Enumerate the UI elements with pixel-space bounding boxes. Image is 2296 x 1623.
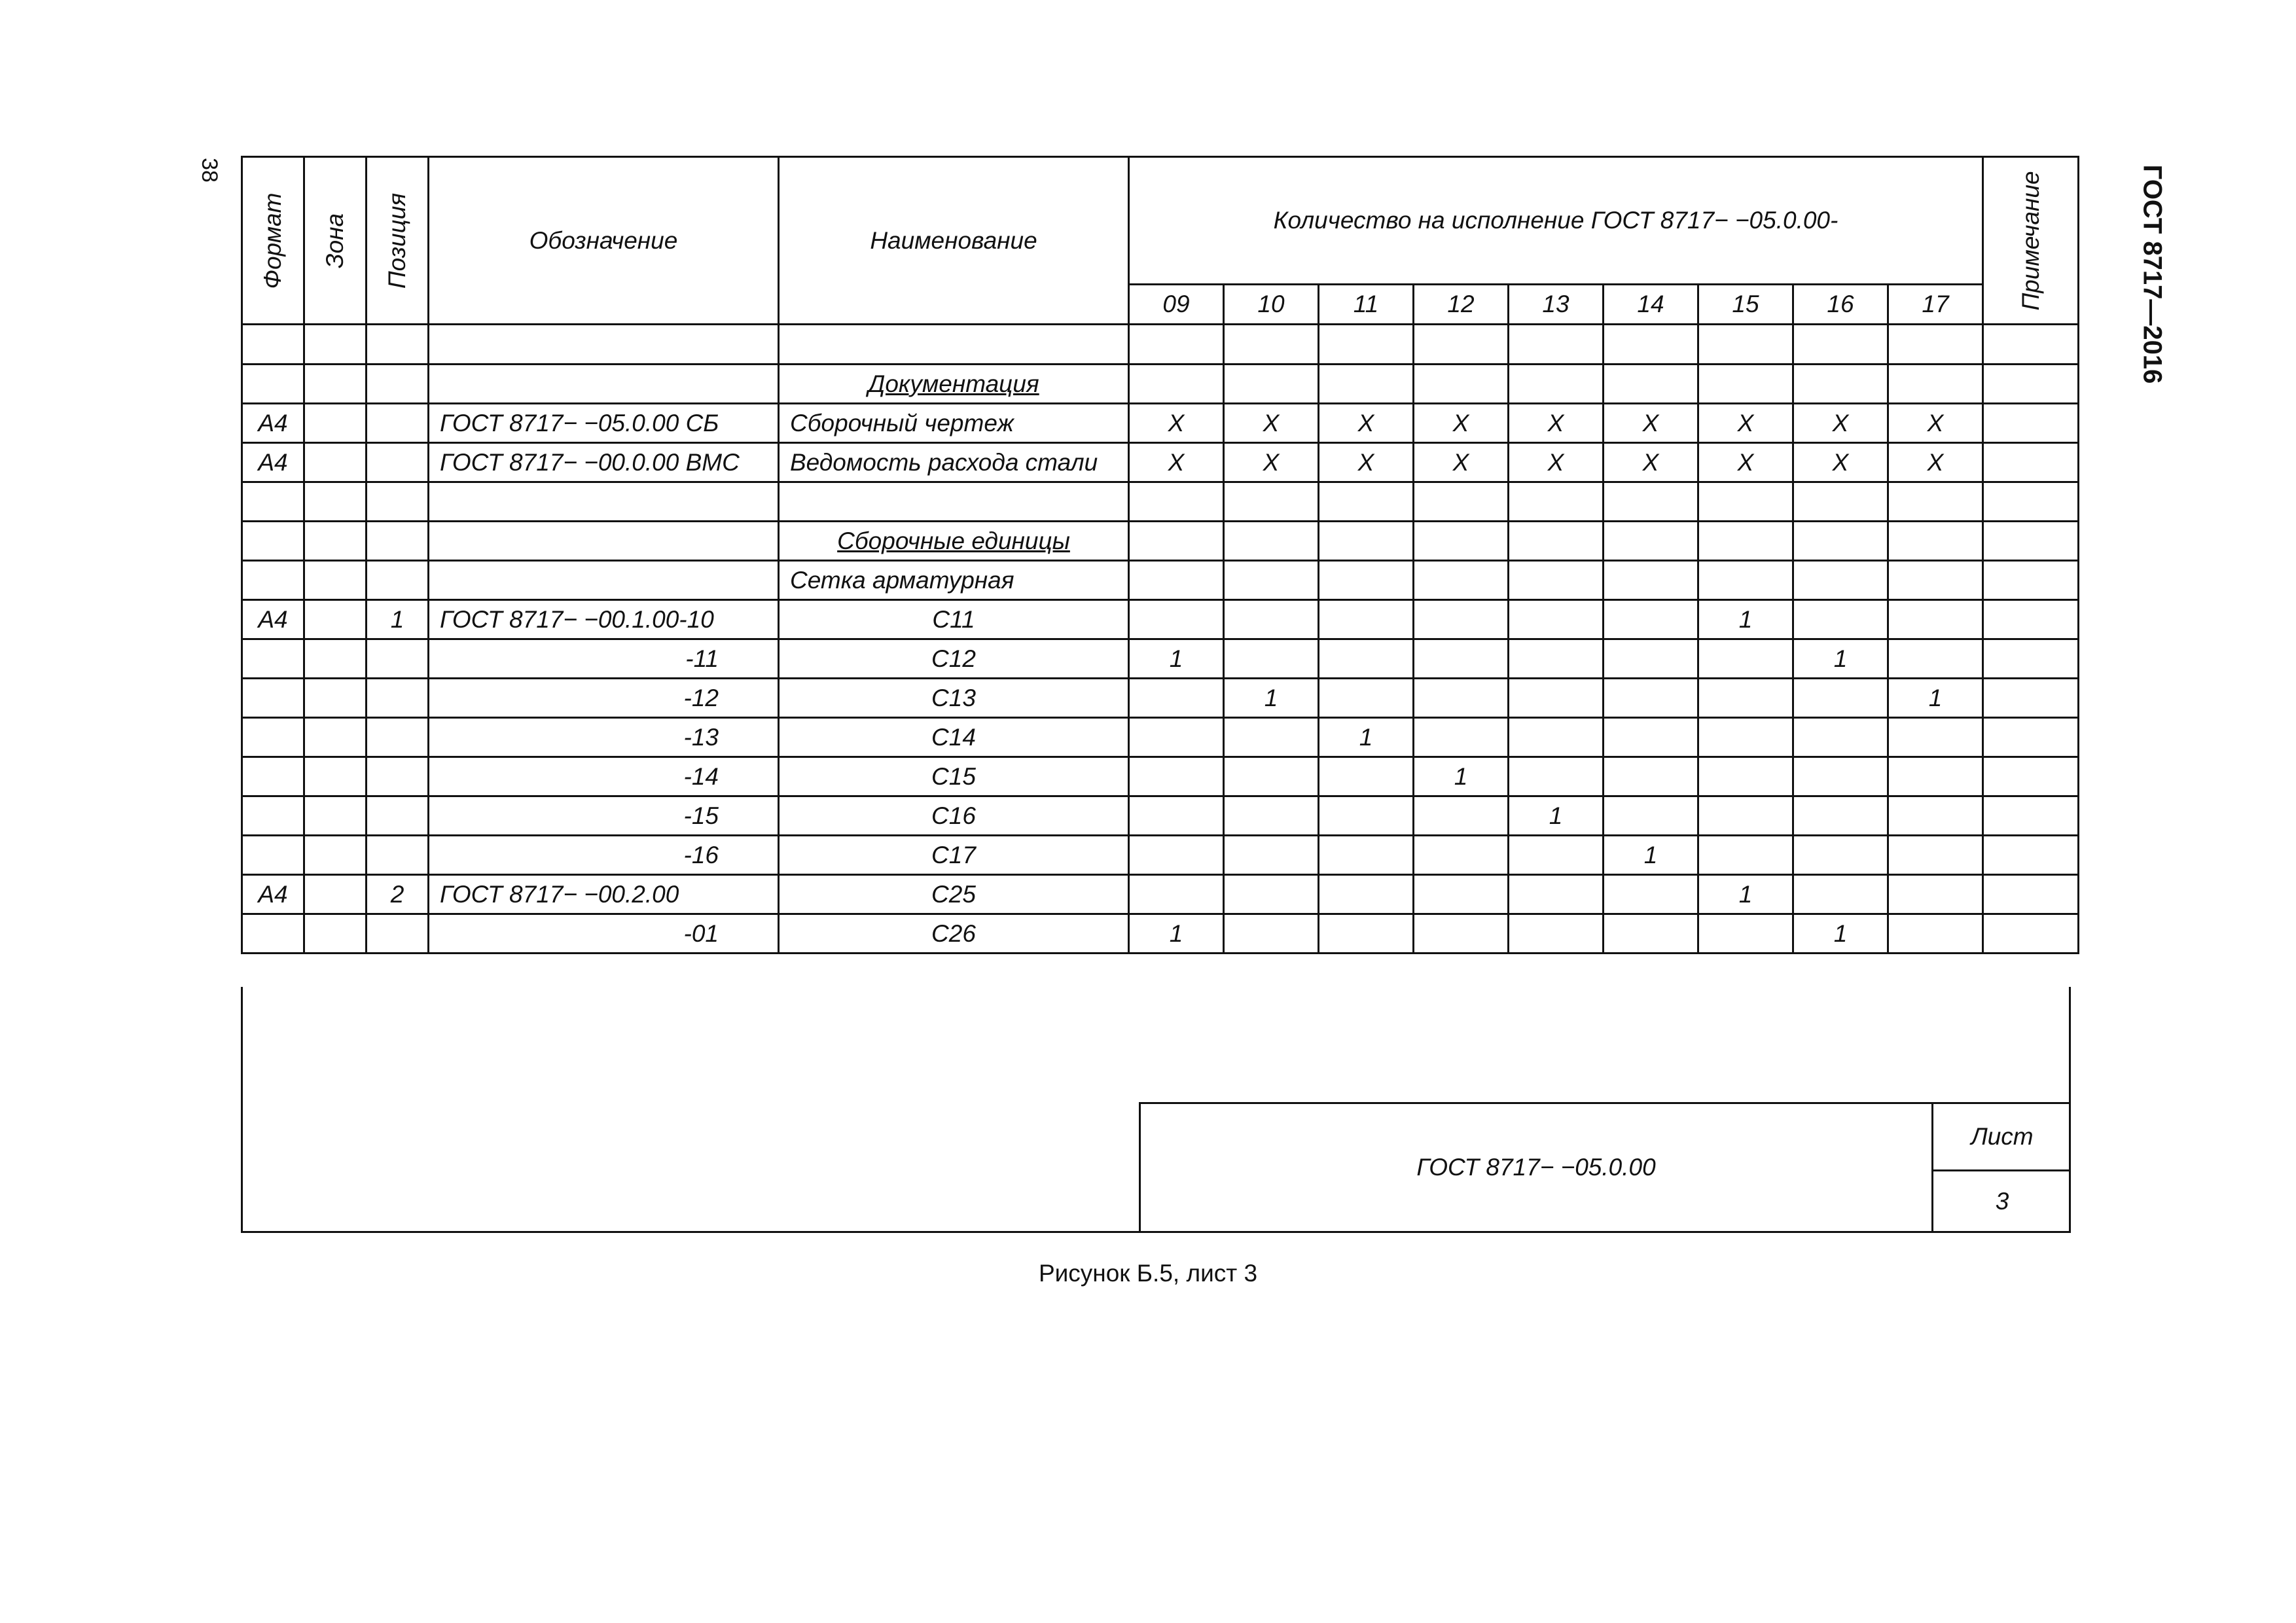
cell-quantity — [1698, 757, 1793, 796]
cell-quantity — [1129, 561, 1224, 600]
sheet-box — [1931, 1104, 2071, 1231]
cell-zone — [304, 600, 367, 639]
cell-quantity: X — [1604, 443, 1698, 482]
cell-quantity — [1604, 718, 1698, 757]
cell-position — [367, 679, 429, 718]
cell-quantity: X — [1129, 443, 1224, 482]
cell-quantity — [1604, 325, 1698, 365]
cell-quantity — [1224, 914, 1319, 954]
cell-name: Сетка арматурная — [779, 561, 1129, 600]
cell-quantity — [1698, 522, 1793, 561]
cell-quantity — [1604, 875, 1698, 914]
cell-designation — [429, 365, 779, 404]
table-header — [242, 157, 2079, 325]
cell-quantity: X — [1793, 404, 1888, 443]
cell-quantity: X — [1509, 404, 1604, 443]
header-quantity: Количество на исполнение ГОСТ 8717− −05.0.00- — [1129, 157, 1983, 285]
cell-quantity — [1888, 561, 1983, 600]
cell-quantity — [1129, 365, 1224, 404]
cell-quantity — [1888, 639, 1983, 679]
table-body — [242, 325, 2079, 954]
cell-format — [242, 561, 304, 600]
header-variant: 11 — [1319, 285, 1414, 325]
header-position: Позиция — [367, 157, 429, 325]
cell-quantity — [1224, 639, 1319, 679]
header-variant: 15 — [1698, 285, 1793, 325]
cell-quantity — [1509, 522, 1604, 561]
cell-designation: -11 — [429, 639, 779, 679]
cell-quantity: 1 — [1698, 600, 1793, 639]
cell-quantity: X — [1224, 443, 1319, 482]
cell-format — [242, 365, 304, 404]
cell-quantity — [1698, 914, 1793, 954]
cell-quantity — [1698, 365, 1793, 404]
section-heading: Документация — [779, 365, 1129, 404]
cell-quantity — [1604, 757, 1698, 796]
cell-quantity — [1888, 600, 1983, 639]
cell-note — [1983, 600, 2079, 639]
cell-quantity — [1224, 482, 1319, 522]
cell-quantity — [1793, 718, 1888, 757]
header-variant: 13 — [1509, 285, 1604, 325]
cell-quantity — [1888, 522, 1983, 561]
cell-quantity — [1698, 718, 1793, 757]
cell-quantity: X — [1414, 404, 1509, 443]
cell-quantity: 1 — [1319, 718, 1414, 757]
cell-quantity — [1698, 639, 1793, 679]
cell-note — [1983, 718, 2079, 757]
cell-zone — [304, 875, 367, 914]
cell-note — [1983, 914, 2079, 954]
cell-quantity — [1509, 365, 1604, 404]
cell-quantity — [1604, 796, 1698, 836]
cell-quantity — [1793, 561, 1888, 600]
cell-quantity — [1224, 757, 1319, 796]
cell-zone — [304, 325, 367, 365]
cell-position — [367, 914, 429, 954]
table-row — [242, 325, 2079, 365]
cell-quantity — [1319, 561, 1414, 600]
cell-quantity: 1 — [1224, 679, 1319, 718]
cell-quantity — [1698, 482, 1793, 522]
cell-quantity — [1129, 796, 1224, 836]
cell-quantity — [1319, 796, 1414, 836]
cell-designation: -14 — [429, 757, 779, 796]
cell-quantity: X — [1604, 404, 1698, 443]
cell-zone — [304, 639, 367, 679]
cell-quantity — [1793, 522, 1888, 561]
table-row — [242, 914, 2079, 954]
cell-quantity — [1604, 482, 1698, 522]
cell-quantity — [1414, 639, 1509, 679]
cell-position — [367, 718, 429, 757]
cell-quantity — [1888, 875, 1983, 914]
sheet-label: Лист — [1933, 1104, 2071, 1171]
cell-quantity — [1129, 325, 1224, 365]
table-row — [242, 875, 2079, 914]
cell-zone — [304, 365, 367, 404]
cell-quantity: X — [1793, 443, 1888, 482]
cell-quantity — [1319, 836, 1414, 875]
cell-note — [1983, 561, 2079, 600]
cell-quantity — [1414, 836, 1509, 875]
cell-quantity — [1319, 875, 1414, 914]
cell-quantity: X — [1224, 404, 1319, 443]
cell-position — [367, 482, 429, 522]
header-designation: Обозначение — [429, 157, 779, 325]
cell-quantity: X — [1414, 443, 1509, 482]
cell-zone — [304, 796, 367, 836]
cell-zone — [304, 522, 367, 561]
cell-zone — [304, 404, 367, 443]
cell-designation: ГОСТ 8717− −00.1.00-10 — [429, 600, 779, 639]
title-block-code: ГОСТ 8717− −05.0.00 — [1416, 1154, 1656, 1181]
cell-quantity — [1224, 600, 1319, 639]
cell-format — [242, 522, 304, 561]
header-variant: 16 — [1793, 285, 1888, 325]
cell-note — [1983, 443, 2079, 482]
cell-quantity — [1414, 561, 1509, 600]
cell-position — [367, 796, 429, 836]
table-row — [242, 639, 2079, 679]
cell-quantity — [1793, 325, 1888, 365]
cell-name: С16 — [779, 796, 1129, 836]
cell-quantity — [1888, 914, 1983, 954]
cell-note — [1983, 757, 2079, 796]
cell-quantity — [1888, 482, 1983, 522]
cell-name: Ведомость расхода стали — [779, 443, 1129, 482]
cell-format — [242, 757, 304, 796]
cell-format — [242, 482, 304, 522]
cell-designation: -15 — [429, 796, 779, 836]
cell-quantity — [1604, 365, 1698, 404]
header-variant: 17 — [1888, 285, 1983, 325]
cell-quantity — [1319, 639, 1414, 679]
cell-format — [242, 639, 304, 679]
cell-quantity — [1888, 796, 1983, 836]
table-row — [242, 522, 2079, 561]
cell-quantity — [1793, 365, 1888, 404]
cell-quantity — [1414, 600, 1509, 639]
cell-quantity — [1509, 757, 1604, 796]
cell-quantity: X — [1319, 404, 1414, 443]
cell-note — [1983, 365, 2079, 404]
cell-quantity — [1509, 718, 1604, 757]
cell-zone — [304, 482, 367, 522]
cell-quantity: X — [1509, 443, 1604, 482]
cell-quantity — [1224, 718, 1319, 757]
cell-quantity — [1604, 522, 1698, 561]
cell-note — [1983, 796, 2079, 836]
cell-quantity — [1793, 796, 1888, 836]
cell-note — [1983, 836, 2079, 875]
cell-quantity — [1414, 718, 1509, 757]
cell-position — [367, 325, 429, 365]
cell-quantity — [1224, 365, 1319, 404]
cell-quantity: X — [1129, 404, 1224, 443]
cell-quantity — [1698, 679, 1793, 718]
table-row — [242, 482, 2079, 522]
cell-quantity: 1 — [1793, 914, 1888, 954]
cell-name: С17 — [779, 836, 1129, 875]
cell-name — [779, 482, 1129, 522]
cell-quantity — [1224, 796, 1319, 836]
cell-designation: -01 — [429, 914, 779, 954]
document-side-title — [2134, 153, 2170, 395]
cell-position — [367, 365, 429, 404]
section-heading: Сборочные единицы — [779, 522, 1129, 561]
header-zone: Зона — [304, 157, 367, 325]
cell-quantity: 1 — [1129, 639, 1224, 679]
cell-quantity — [1888, 365, 1983, 404]
cell-zone — [304, 914, 367, 954]
cell-quantity — [1793, 875, 1888, 914]
cell-quantity — [1509, 836, 1604, 875]
header-variant: 14 — [1604, 285, 1698, 325]
cell-zone — [304, 679, 367, 718]
cell-designation: ГОСТ 8717− −05.0.00 СБ — [429, 404, 779, 443]
cell-quantity — [1319, 679, 1414, 718]
cell-quantity — [1793, 482, 1888, 522]
cell-designation — [429, 482, 779, 522]
cell-quantity — [1414, 875, 1509, 914]
cell-quantity — [1224, 561, 1319, 600]
cell-quantity — [1224, 875, 1319, 914]
header-variant: 09 — [1129, 285, 1224, 325]
cell-quantity — [1698, 836, 1793, 875]
cell-designation: -16 — [429, 836, 779, 875]
header-name: Наименование — [779, 157, 1129, 325]
header-variant: 12 — [1414, 285, 1509, 325]
cell-quantity — [1414, 522, 1509, 561]
header-note: Примечание — [1983, 157, 2079, 325]
figure-caption: Рисунок Б.5, лист 3 — [1038, 1260, 1258, 1287]
cell-quantity — [1793, 757, 1888, 796]
cell-quantity: 1 — [1604, 836, 1698, 875]
table-row — [242, 796, 2079, 836]
cell-position — [367, 404, 429, 443]
cell-quantity — [1414, 796, 1509, 836]
cell-quantity — [1129, 836, 1224, 875]
cell-zone — [304, 561, 367, 600]
cell-note — [1983, 875, 2079, 914]
cell-format: А4 — [242, 875, 304, 914]
cell-quantity — [1224, 522, 1319, 561]
table-row — [242, 718, 2079, 757]
table-row — [242, 404, 2079, 443]
cell-quantity — [1888, 718, 1983, 757]
cell-quantity: X — [1698, 443, 1793, 482]
table-row — [242, 600, 2079, 639]
header-variant: 10 — [1224, 285, 1319, 325]
cell-quantity: X — [1319, 443, 1414, 482]
header-format: Формат — [242, 157, 304, 325]
cell-quantity — [1604, 679, 1698, 718]
table-row — [242, 679, 2079, 718]
cell-designation — [429, 325, 779, 365]
cell-quantity — [1888, 325, 1983, 365]
cell-quantity — [1698, 561, 1793, 600]
cell-quantity — [1129, 757, 1224, 796]
cell-designation — [429, 561, 779, 600]
cell-quantity — [1319, 325, 1414, 365]
cell-zone — [304, 757, 367, 796]
cell-quantity — [1319, 365, 1414, 404]
cell-quantity: 1 — [1509, 796, 1604, 836]
cell-quantity — [1129, 600, 1224, 639]
cell-quantity — [1129, 718, 1224, 757]
cell-quantity — [1604, 639, 1698, 679]
cell-quantity — [1224, 836, 1319, 875]
page-number: 38 — [197, 158, 222, 183]
cell-designation: -13 — [429, 718, 779, 757]
cell-quantity — [1319, 914, 1414, 954]
cell-name: С25 — [779, 875, 1129, 914]
cell-format: А4 — [242, 404, 304, 443]
cell-note — [1983, 482, 2079, 522]
cell-quantity: 1 — [1888, 679, 1983, 718]
cell-position — [367, 522, 429, 561]
cell-name: С14 — [779, 718, 1129, 757]
cell-quantity — [1509, 679, 1604, 718]
cell-position — [367, 757, 429, 796]
cell-quantity — [1793, 600, 1888, 639]
cell-quantity — [1319, 522, 1414, 561]
cell-quantity: 1 — [1793, 639, 1888, 679]
cell-name: С12 — [779, 639, 1129, 679]
cell-position — [367, 443, 429, 482]
table-row — [242, 561, 2079, 600]
cell-position — [367, 639, 429, 679]
cell-quantity — [1793, 679, 1888, 718]
cell-position: 2 — [367, 875, 429, 914]
cell-quantity — [1604, 561, 1698, 600]
cell-quantity: 1 — [1129, 914, 1224, 954]
cell-quantity: 1 — [1414, 757, 1509, 796]
cell-quantity — [1414, 914, 1509, 954]
title-block — [1139, 1102, 2071, 1233]
cell-note — [1983, 639, 2079, 679]
cell-quantity: X — [1698, 404, 1793, 443]
cell-quantity — [1224, 325, 1319, 365]
cell-quantity — [1319, 757, 1414, 796]
cell-designation: ГОСТ 8717− −00.2.00 — [429, 875, 779, 914]
cell-quantity — [1129, 522, 1224, 561]
cell-format — [242, 325, 304, 365]
cell-quantity — [1129, 482, 1224, 522]
cell-format: А4 — [242, 443, 304, 482]
cell-quantity — [1509, 482, 1604, 522]
cell-quantity — [1509, 639, 1604, 679]
table-row — [242, 443, 2079, 482]
cell-quantity — [1509, 325, 1604, 365]
cell-quantity — [1414, 325, 1509, 365]
cell-name: Сборочный чертеж — [779, 404, 1129, 443]
cell-quantity — [1509, 561, 1604, 600]
cell-position: 1 — [367, 600, 429, 639]
cell-designation: -12 — [429, 679, 779, 718]
cell-name: С26 — [779, 914, 1129, 954]
cell-note — [1983, 522, 2079, 561]
cell-note — [1983, 404, 2079, 443]
cell-format — [242, 718, 304, 757]
cell-quantity — [1888, 757, 1983, 796]
specification-table — [241, 156, 2079, 954]
cell-quantity — [1793, 836, 1888, 875]
cell-name: С15 — [779, 757, 1129, 796]
cell-name — [779, 325, 1129, 365]
document-side-title-text: ГОСТ 8717—2016 — [2138, 164, 2167, 384]
cell-quantity — [1698, 325, 1793, 365]
cell-zone — [304, 718, 367, 757]
cell-quantity — [1604, 914, 1698, 954]
cell-quantity — [1509, 914, 1604, 954]
cell-format — [242, 679, 304, 718]
cell-quantity — [1509, 600, 1604, 639]
cell-quantity: X — [1888, 404, 1983, 443]
cell-quantity — [1698, 796, 1793, 836]
cell-name: С11 — [779, 600, 1129, 639]
cell-quantity — [1319, 482, 1414, 522]
cell-position — [367, 836, 429, 875]
cell-format — [242, 836, 304, 875]
table-row — [242, 757, 2079, 796]
cell-note — [1983, 679, 2079, 718]
cell-format: А4 — [242, 600, 304, 639]
cell-quantity — [1129, 679, 1224, 718]
cell-zone — [304, 443, 367, 482]
cell-format — [242, 914, 304, 954]
cell-format — [242, 796, 304, 836]
cell-quantity — [1604, 600, 1698, 639]
cell-designation — [429, 522, 779, 561]
table-row — [242, 836, 2079, 875]
cell-quantity — [1414, 679, 1509, 718]
cell-quantity: X — [1888, 443, 1983, 482]
cell-name: С13 — [779, 679, 1129, 718]
cell-quantity — [1319, 600, 1414, 639]
cell-quantity — [1888, 836, 1983, 875]
cell-quantity: 1 — [1698, 875, 1793, 914]
cell-quantity — [1414, 482, 1509, 522]
cell-designation: ГОСТ 8717− −00.0.00 ВМС — [429, 443, 779, 482]
sheet-number: 3 — [1995, 1187, 2009, 1215]
cell-quantity — [1129, 875, 1224, 914]
cell-quantity — [1509, 875, 1604, 914]
cell-position — [367, 561, 429, 600]
cell-zone — [304, 836, 367, 875]
cell-note — [1983, 325, 2079, 365]
cell-quantity — [1414, 365, 1509, 404]
table-row — [242, 365, 2079, 404]
